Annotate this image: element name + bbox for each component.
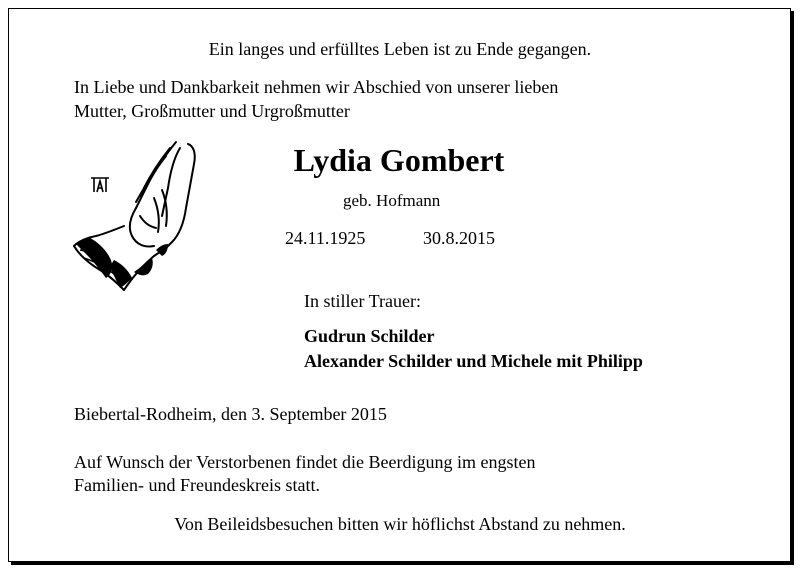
deceased-name: Lydia Gombert bbox=[293, 142, 505, 178]
mourning-label: In stiller Trauer: bbox=[304, 291, 421, 311]
death-date: 30.8.2015 bbox=[423, 228, 495, 248]
intro-line: Ein langes und erfülltes Leben ist zu Ende gegangen. bbox=[208, 39, 592, 59]
mourner-name: Alexander Schilder und Michele mit Philipp bbox=[304, 351, 643, 371]
farewell-line-2: Mutter, Großmutter und Urgroßmutter bbox=[74, 101, 350, 121]
funeral-note-line-1: Auf Wunsch der Verstorbenen findet die Beerdigung im engsten bbox=[74, 452, 536, 472]
mourner-name: Gudrun Schilder bbox=[304, 326, 435, 346]
birth-name: geb. Hofmann bbox=[343, 191, 441, 210]
funeral-note-line-2: Familien- und Freundeskreis statt. bbox=[74, 475, 320, 495]
birth-date: 24.11.1925 bbox=[285, 228, 366, 248]
farewell-line-1: In Liebe und Dankbarkeit nehmen wir Abschied von unserer lieben bbox=[74, 77, 559, 97]
closing-line: Von Beileidsbesuchen bitten wir höflichst Abstand zu nehmen. bbox=[174, 514, 626, 534]
praying-hands-icon bbox=[70, 138, 208, 296]
place-date: Biebertal-Rodheim, den 3. September 2015 bbox=[74, 404, 387, 424]
duerer-monogram-icon bbox=[90, 176, 110, 194]
